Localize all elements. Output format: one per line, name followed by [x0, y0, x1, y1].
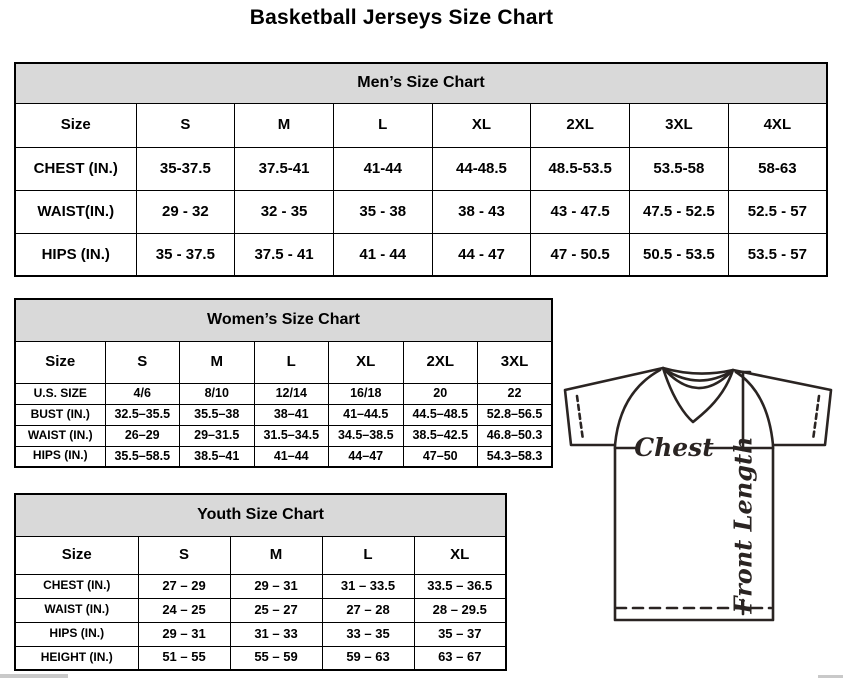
measurement-value-cell: 52.8–56.5 — [478, 404, 553, 425]
size-column-header: M — [235, 103, 334, 147]
size-column-header: 3XL — [630, 103, 729, 147]
measurement-value-cell: 24 – 25 — [138, 598, 230, 622]
measurement-row — [15, 383, 552, 404]
size-column-header: XL — [414, 536, 506, 574]
row-label: BUST (IN.) — [15, 404, 105, 425]
row-label: HIPS (IN.) — [15, 622, 138, 646]
measurement-value-cell: 52.5 - 57 — [728, 190, 827, 233]
right-sleeve-seam — [736, 372, 773, 445]
measurement-row — [15, 446, 552, 467]
measurement-value-cell: 46.8–50.3 — [478, 425, 553, 446]
row-label: WAIST (IN.) — [15, 598, 138, 622]
row-label: HIPS (IN.) — [15, 446, 105, 467]
measurement-value-cell: 31.5–34.5 — [254, 425, 329, 446]
measurement-value-cell: 35 - 38 — [333, 190, 432, 233]
measurement-value-cell: 26–29 — [105, 425, 180, 446]
row-label: HIPS (IN.) — [15, 233, 136, 276]
measurement-value-cell: 37.5-41 — [235, 147, 334, 190]
measurement-value-cell: 53.5-58 — [630, 147, 729, 190]
measurement-value-cell: 25 – 27 — [230, 598, 322, 622]
row-label: WAIST (IN.) — [15, 425, 105, 446]
measurement-value-cell: 44–47 — [329, 446, 404, 467]
measurement-value-cell: 50.5 - 53.5 — [630, 233, 729, 276]
chart-banner-title: Men’s Size Chart — [15, 63, 827, 103]
measurement-value-cell: 34.5–38.5 — [329, 425, 404, 446]
size-column-header: S — [136, 103, 235, 147]
measurement-row — [15, 598, 506, 622]
size-column-header: 4XL — [728, 103, 827, 147]
scrollbar-fragment-right — [818, 675, 843, 678]
size-column-header: 3XL — [478, 341, 553, 383]
size-column-header: 2XL — [531, 103, 630, 147]
measurement-value-cell: 16/18 — [329, 383, 404, 404]
measurement-value-cell: 8/10 — [180, 383, 255, 404]
youth-chart — [14, 493, 507, 671]
measurement-value-cell: 44-48.5 — [432, 147, 531, 190]
measurement-value-cell: 63 – 67 — [414, 646, 506, 670]
size-column-header: XL — [432, 103, 531, 147]
measurement-value-cell: 20 — [403, 383, 478, 404]
page-title: Basketball Jerseys Size Chart — [249, 6, 554, 29]
measurement-value-cell: 41–44.5 — [329, 404, 404, 425]
measurement-value-cell: 54.3–58.3 — [478, 446, 553, 467]
measurement-row — [15, 147, 827, 190]
measurement-value-cell: 33 – 35 — [322, 622, 414, 646]
size-column-label: Size — [15, 341, 105, 383]
measurement-value-cell: 41-44 — [333, 147, 432, 190]
measurement-value-cell: 53.5 - 57 — [728, 233, 827, 276]
row-label: WAIST(IN.) — [15, 190, 136, 233]
measurement-value-cell: 59 – 63 — [322, 646, 414, 670]
jersey-measurement-diagram — [558, 360, 840, 672]
scrollbar-fragment-left — [0, 674, 68, 678]
row-label: HEIGHT (IN.) — [15, 646, 138, 670]
measurement-value-cell: 38 - 43 — [432, 190, 531, 233]
measurement-value-cell: 37.5 - 41 — [235, 233, 334, 276]
measurement-value-cell: 29 – 31 — [138, 622, 230, 646]
size-column-header: M — [180, 341, 255, 383]
measurement-value-cell: 29–31.5 — [180, 425, 255, 446]
measurement-row — [15, 404, 552, 425]
mens-size-chart-table — [14, 62, 828, 277]
mens-chart — [14, 62, 828, 277]
measurement-value-cell: 58-63 — [728, 147, 827, 190]
measurement-value-cell: 35 – 37 — [414, 622, 506, 646]
womens-chart — [14, 298, 553, 468]
measurement-value-cell: 29 - 32 — [136, 190, 235, 233]
measurement-value-cell: 27 – 28 — [322, 598, 414, 622]
size-column-label: Size — [15, 103, 136, 147]
measurement-value-cell: 38.5–41 — [180, 446, 255, 467]
size-column-header: S — [138, 536, 230, 574]
measurement-value-cell: 22 — [478, 383, 553, 404]
right-cuff-dashed-line — [813, 396, 819, 440]
measurement-value-cell: 51 – 55 — [138, 646, 230, 670]
size-column-header: XL — [329, 341, 404, 383]
measurement-row — [15, 425, 552, 446]
chart-banner-title: Youth Size Chart — [15, 494, 506, 536]
row-label: U.S. SIZE — [15, 383, 105, 404]
row-label: CHEST (IN.) — [15, 574, 138, 598]
measurement-value-cell: 44 - 47 — [432, 233, 531, 276]
measurement-value-cell: 47 - 50.5 — [531, 233, 630, 276]
measurement-value-cell: 38–41 — [254, 404, 329, 425]
measurement-value-cell: 38.5–42.5 — [403, 425, 478, 446]
measurement-value-cell: 29 – 31 — [230, 574, 322, 598]
measurement-row — [15, 622, 506, 646]
measurement-row — [15, 574, 506, 598]
measurement-value-cell: 12/14 — [254, 383, 329, 404]
measurement-value-cell: 41 - 44 — [333, 233, 432, 276]
measurement-value-cell: 47–50 — [403, 446, 478, 467]
measurement-value-cell: 35.5–58.5 — [105, 446, 180, 467]
measurement-value-cell: 27 – 29 — [138, 574, 230, 598]
size-column-header: M — [230, 536, 322, 574]
left-cuff-dashed-line — [577, 396, 583, 440]
measurement-value-cell: 33.5 – 36.5 — [414, 574, 506, 598]
size-column-label: Size — [15, 536, 138, 574]
size-column-header: 2XL — [403, 341, 478, 383]
measurement-value-cell: 35.5–38 — [180, 404, 255, 425]
measurement-value-cell: 47.5 - 52.5 — [630, 190, 729, 233]
measurement-value-cell: 32.5–35.5 — [105, 404, 180, 425]
jersey-outline — [565, 368, 831, 620]
measurement-row — [15, 646, 506, 670]
size-column-header: L — [254, 341, 329, 383]
measurement-row — [15, 190, 827, 233]
measurement-row — [15, 233, 827, 276]
measurement-value-cell: 35 - 37.5 — [136, 233, 235, 276]
measurement-value-cell: 43 - 47.5 — [531, 190, 630, 233]
youth-size-chart-table — [14, 493, 507, 671]
measurement-value-cell: 35-37.5 — [136, 147, 235, 190]
measurement-value-cell: 41–44 — [254, 446, 329, 467]
measurement-value-cell: 4/6 — [105, 383, 180, 404]
size-column-header: L — [333, 103, 432, 147]
size-column-header: S — [105, 341, 180, 383]
front-length-measure-label: Front Length — [728, 436, 758, 614]
measurement-value-cell: 48.5-53.5 — [531, 147, 630, 190]
measurement-value-cell: 31 – 33.5 — [322, 574, 414, 598]
size-column-header: L — [322, 536, 414, 574]
measurement-value-cell: 28 – 29.5 — [414, 598, 506, 622]
measurement-value-cell: 32 - 35 — [235, 190, 334, 233]
row-label: CHEST (IN.) — [15, 147, 136, 190]
chest-measure-label: Chest — [634, 433, 714, 462]
measurement-value-cell: 55 – 59 — [230, 646, 322, 670]
womens-size-chart-table — [14, 298, 553, 468]
measurement-value-cell: 44.5–48.5 — [403, 404, 478, 425]
chart-banner-title: Women’s Size Chart — [15, 299, 552, 341]
measurement-value-cell: 31 – 33 — [230, 622, 322, 646]
